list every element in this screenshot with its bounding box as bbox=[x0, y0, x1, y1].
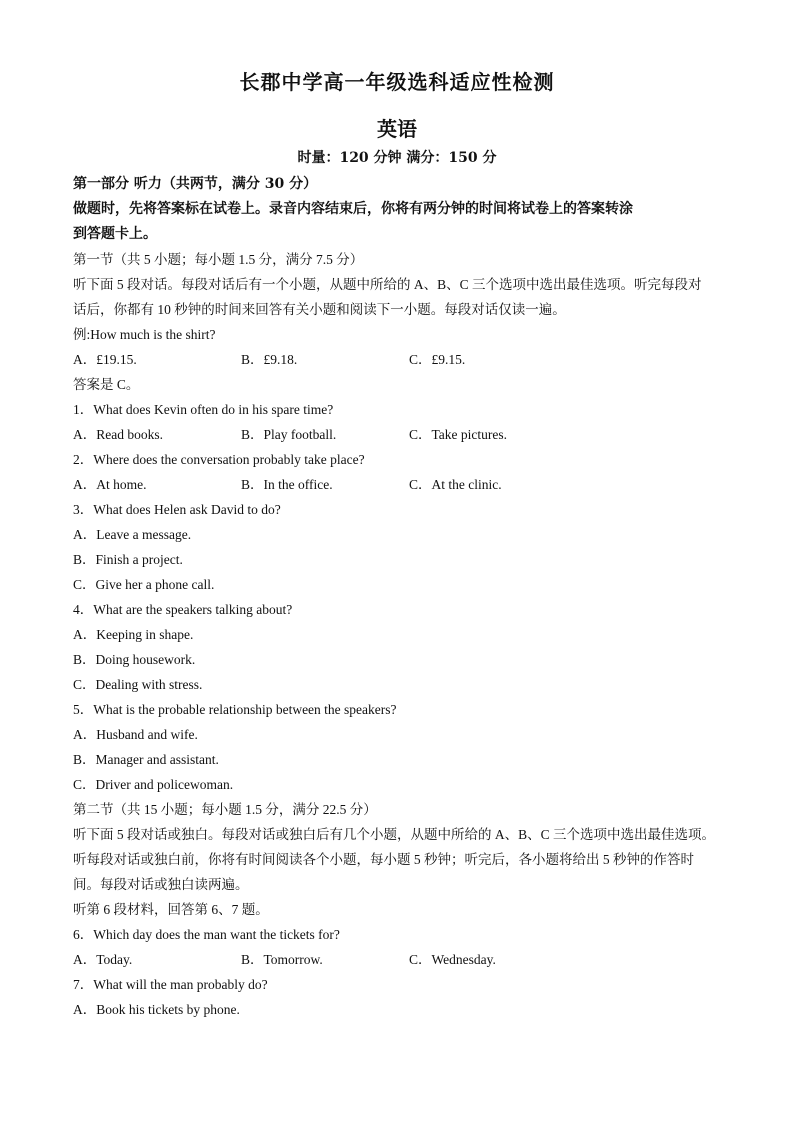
question-5-option-a: A．Husband and wife. bbox=[73, 727, 198, 742]
section1-heading: 第一节（共 5 小题；每小题 1.5 分，满分 7.5 分） bbox=[73, 252, 364, 267]
question-4-option-b: B．Doing housework. bbox=[73, 652, 196, 667]
question-2-stem: 2．Where does the conversation probably take place? bbox=[73, 452, 365, 467]
question-1-options bbox=[73, 422, 733, 447]
question-3-option-c: C．Give her a phone call. bbox=[73, 577, 215, 592]
question-6-option-b: B．Tomorrow. bbox=[241, 952, 323, 967]
example-option-a: A．£19.15. bbox=[73, 352, 137, 367]
section2-directions-line3: 间。每段对话或独白读两遍。 bbox=[73, 877, 249, 892]
section1-directions-line2: 话后，你都有 10 秒钟的时间来回答有关小题和阅读下一小题。每段对话仅读一遍。 bbox=[73, 302, 566, 317]
question-2-option-c: C．At the clinic. bbox=[409, 477, 502, 492]
part1-instruction-line1: 做题时，先将答案标在试卷上。录音内容结束后，你将有两分钟的时间将试卷上的答案转涂 bbox=[73, 201, 633, 217]
question-7-option-a: A．Book his tickets by phone. bbox=[73, 1002, 240, 1017]
material-6-label: 听第 6 段材料，回答第 6、7 题。 bbox=[73, 902, 269, 917]
question-6-option-a: A．Today. bbox=[73, 952, 133, 967]
example-question: 例:How much is the shirt? bbox=[73, 327, 216, 342]
question-1-option-b: B．Play football. bbox=[241, 427, 337, 442]
example-option-b: B．£9.18. bbox=[241, 352, 298, 367]
question-7-stem: 7．What will the man probably do? bbox=[73, 977, 268, 992]
example-answer: 答案是 C。 bbox=[73, 377, 140, 392]
question-2-option-b: B．In the office. bbox=[241, 477, 333, 492]
question-1-stem: 1．What does Kevin often do in his spare time? bbox=[73, 402, 334, 417]
question-3-option-a: A．Leave a message. bbox=[73, 527, 192, 542]
section2-heading: 第二节（共 15 小题；每小题 1.5 分，满分 22.5 分） bbox=[73, 802, 377, 817]
part1-heading: 第一部分 听力（共两节，满分 30 分） bbox=[73, 176, 318, 192]
exam-time-info: 时量：120 分钟 满分：150 分 bbox=[297, 150, 497, 166]
question-5-option-b: B．Manager and assistant. bbox=[73, 752, 219, 767]
section2-directions-line2: 听每段对话或独白前，你将有时间阅读各个小题，每小题 5 秒钟；听完后，各小题将给出 5 秒钟的作答时 bbox=[73, 852, 694, 867]
question-3-option-b: B．Finish a project. bbox=[73, 552, 183, 567]
question-2-options bbox=[73, 472, 733, 497]
question-2-option-a: A．At home. bbox=[73, 477, 147, 492]
question-5-stem: 5．What is the probable relationship between the speakers? bbox=[73, 702, 397, 717]
question-3-stem: 3．What does Helen ask David to do? bbox=[73, 502, 281, 517]
section1-directions-line1: 听下面 5 段对话。每段对话后有一个小题，从题中所给的 A、B、C 三个选项中选出最佳选项。听完每段对 bbox=[73, 277, 702, 292]
exam-title: 长郡中学高一年级选科适应性检测 bbox=[239, 70, 555, 94]
question-5-option-c: C．Driver and policewoman. bbox=[73, 777, 234, 792]
example-option-c: C．£9.15. bbox=[409, 352, 466, 367]
part1-instruction-line2: 到答题卡上。 bbox=[73, 226, 157, 242]
exam-subject: 英语 bbox=[377, 117, 417, 141]
section2-directions-line1: 听下面 5 段对话或独白。每段对话或独白后有几个小题，从题中所给的 A、B、C 三个选项中选出最佳选项。 bbox=[73, 827, 716, 842]
question-6-options bbox=[73, 947, 733, 972]
question-6-option-c: C．Wednesday. bbox=[409, 952, 496, 967]
question-1-option-a: A．Read books. bbox=[73, 427, 163, 442]
question-4-option-a: A．Keeping in shape. bbox=[73, 627, 194, 642]
question-4-option-c: C．Dealing with stress. bbox=[73, 677, 203, 692]
question-4-stem: 4．What are the speakers talking about? bbox=[73, 602, 293, 617]
example-options bbox=[73, 347, 733, 372]
question-6-stem: 6．Which day does the man want the tickets for? bbox=[73, 927, 340, 942]
exam-content bbox=[73, 172, 733, 1022]
question-1-option-c: C．Take pictures. bbox=[409, 427, 508, 442]
